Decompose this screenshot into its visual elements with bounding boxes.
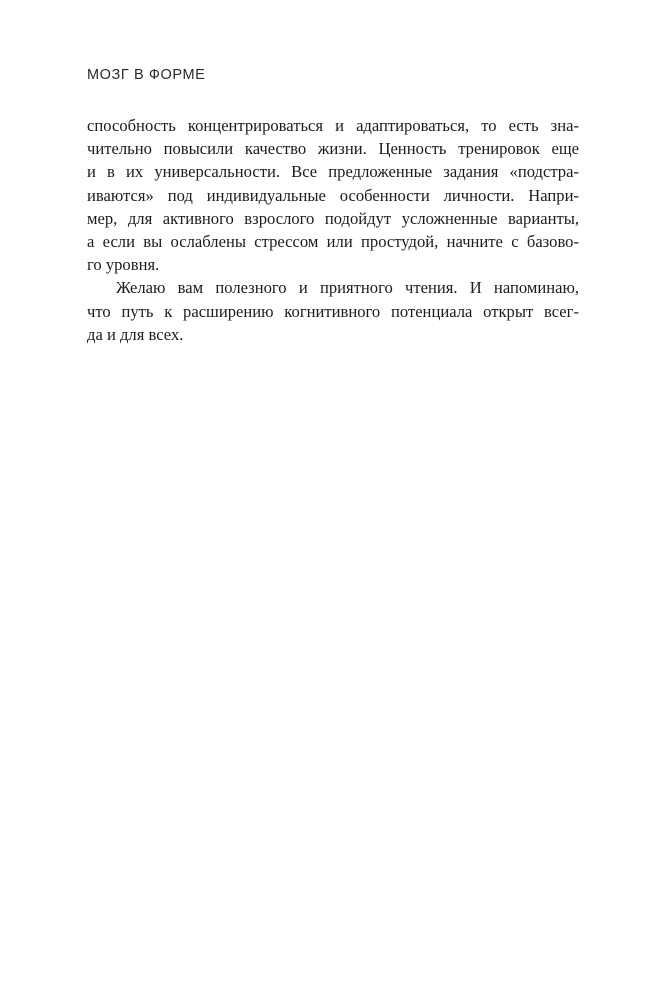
text-line: иваются» под индивидуальные особенности личности. Напри- [87,185,579,205]
text-line: способность концентрироваться и адаптироваться, то есть зна- [87,116,579,135]
text-line: го уровня. [87,255,160,275]
text-line: чительно повысили качество жизни. Ценность тренировок еще [87,139,579,159]
running-head: МОЗГ В ФОРМЕ [87,67,206,83]
paragraph [87,276,579,346]
body-text [87,114,579,346]
text-line: и в их универсальности. Все предложенные задания «подстра- [87,162,579,182]
text-line: а если вы ослаблены стрессом или простудой, начните с базово- [87,231,579,251]
text-line: что путь к расширению когнитивного потенциала открыт всег- [87,301,579,321]
text-line: мер, для активного взрослого подойдут усложненные варианты, [87,208,579,228]
text-line: да и для всех. [87,324,184,344]
text-line: Желаю вам полезного и приятного чтения. И напоминаю, [116,278,579,298]
paragraph [87,114,579,276]
